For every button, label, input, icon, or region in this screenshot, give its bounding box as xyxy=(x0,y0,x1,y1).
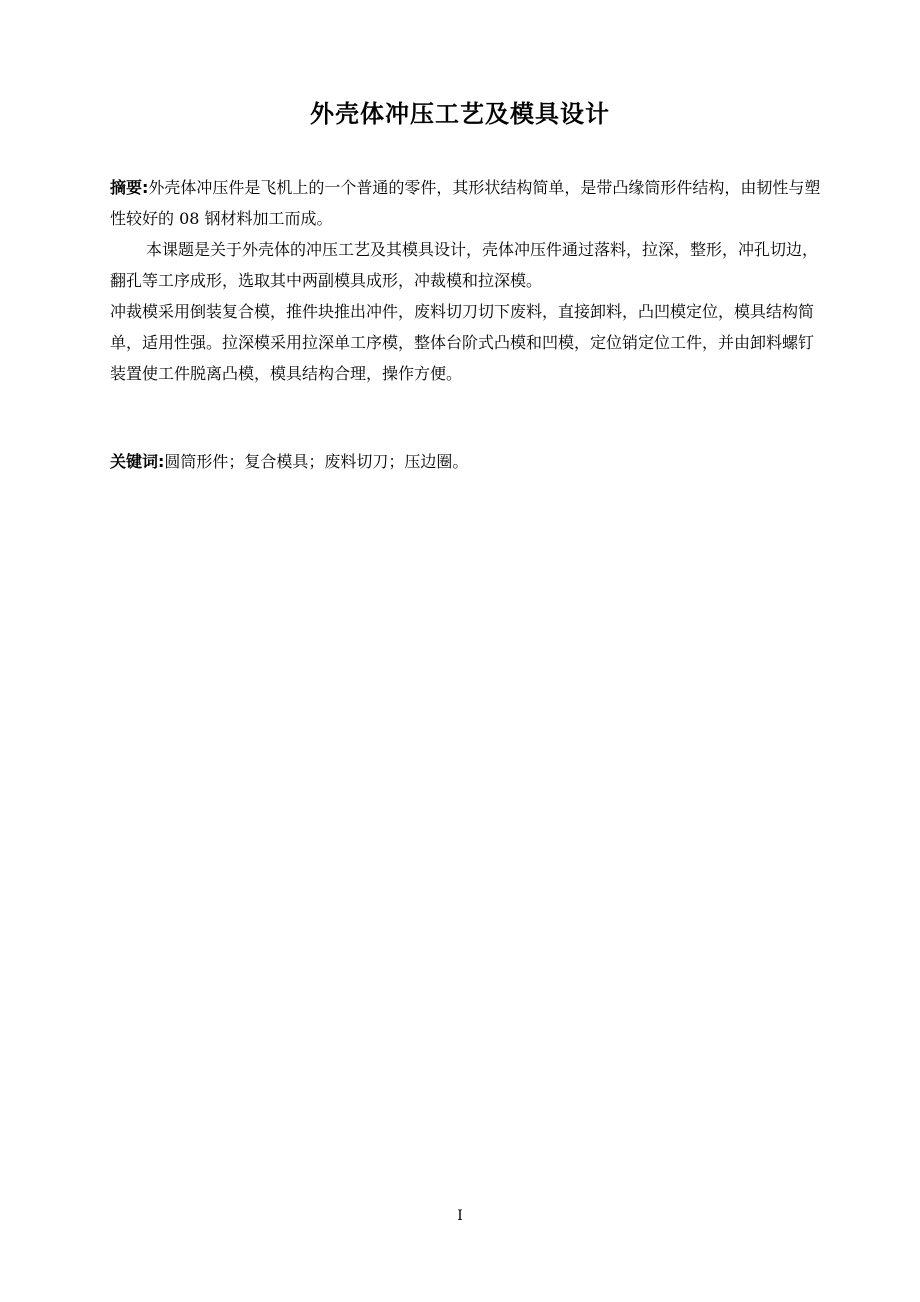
abstract-paragraph-3: 冲裁模采用倒装复合模，推件块推出冲件，废料切刀切下废料，直接卸料，凸凹模定位，模具结构简单，适用性强。拉深模采用拉深单工序模，整体台阶式凸模和凹模，定位销定位工件，并由卸料螺钉装置使工件脱离凸模，模具结构合理，操作方便。 xyxy=(110,302,815,383)
keywords-label: 关键词: xyxy=(110,452,165,471)
abstract-label: 摘要: xyxy=(110,178,149,197)
abstract-paragraph-1 xyxy=(110,172,825,234)
keywords-section xyxy=(110,446,825,477)
keywords-text: 圆筒形件；复合模具；废料切刀；压边圈。 xyxy=(164,452,469,471)
document-title: 外壳体冲压工艺及模具设计 xyxy=(310,100,610,128)
abstract-section xyxy=(110,172,825,389)
abstract-paragraph-1-text: 外壳体冲压件是飞机上的一个普通的零件，其形状结构简单，是带凸缘筒形件结构，由韧性与塑性较好的 08 钢材料加工而成。 xyxy=(110,178,821,228)
page-number: I xyxy=(457,1208,463,1224)
abstract-paragraph-2: 本课题是关于外壳体的冲压工艺及其模具设计，壳体冲压件通过落料，拉深，整形，冲孔切边，翻孔等工序成形，选取其中两副模具成形，冲裁模和拉深模。 xyxy=(110,240,819,290)
